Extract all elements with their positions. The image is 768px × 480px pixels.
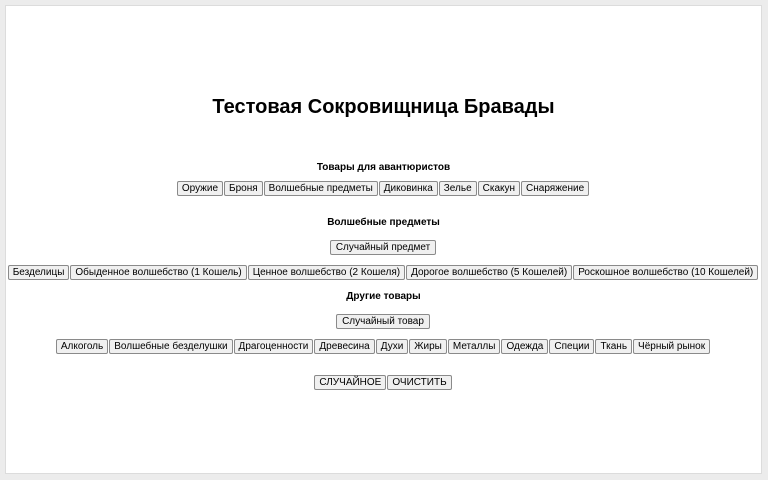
clear-button[interactable]: ОЧИСТИТЬ [387,375,451,390]
page-title: Тестовая Сокровищница Бравады [212,96,555,118]
valuable-magic-button[interactable]: Ценное волшебство (2 Кошеля) [248,265,405,280]
metals-button[interactable]: Металлы [448,339,501,354]
perfume-button[interactable]: Духи [376,339,409,354]
other-goods-buttons [6,339,761,354]
wood-button[interactable]: Древесина [314,339,374,354]
clothing-button[interactable]: Одежда [501,339,548,354]
random-item-button[interactable]: Случайный предмет [330,240,436,255]
potion-button[interactable]: Зелье [439,181,477,196]
armor-button[interactable]: Броня [224,181,263,196]
common-magic-button[interactable]: Обыденное волшебство (1 Кошель) [70,265,246,280]
mount-button[interactable]: Скакун [478,181,520,196]
magic-items-random-row [6,240,761,255]
other-goods-heading: Другие товары [346,291,421,302]
curio-button[interactable]: Диковинка [379,181,438,196]
trinkets-button[interactable]: Безделицы [8,265,70,280]
black-market-button[interactable]: Чёрный рынок [633,339,710,354]
magic-items-heading: Волшебные предметы [327,217,440,228]
action-buttons [6,375,761,390]
luxury-magic-button[interactable]: Роскошное волшебство (10 Кошелей) [573,265,758,280]
expensive-magic-button[interactable]: Дорогое волшебство (5 Кошелей) [406,265,572,280]
gear-button[interactable]: Снаряжение [521,181,589,196]
fabric-button[interactable]: Ткань [595,339,632,354]
weapon-button[interactable]: Оружие [177,181,223,196]
fats-button[interactable]: Жиры [409,339,447,354]
adventurer-goods-heading: Товары для авантюристов [316,162,451,173]
jewelry-button[interactable]: Драгоценности [234,339,314,354]
random-button[interactable]: СЛУЧАЙНОЕ [314,375,386,390]
random-goods-button[interactable]: Случайный товар [336,314,430,329]
magic-trinkets-button[interactable]: Волшебные безделушки [109,339,232,354]
main-panel [5,5,762,474]
alcohol-button[interactable]: Алкоголь [56,339,108,354]
spices-button[interactable]: Специи [549,339,594,354]
other-goods-random-row [6,314,761,329]
magic-items-button[interactable]: Волшебные предметы [264,181,378,196]
adventurer-goods-buttons [6,181,761,196]
magic-items-buttons [6,265,761,280]
